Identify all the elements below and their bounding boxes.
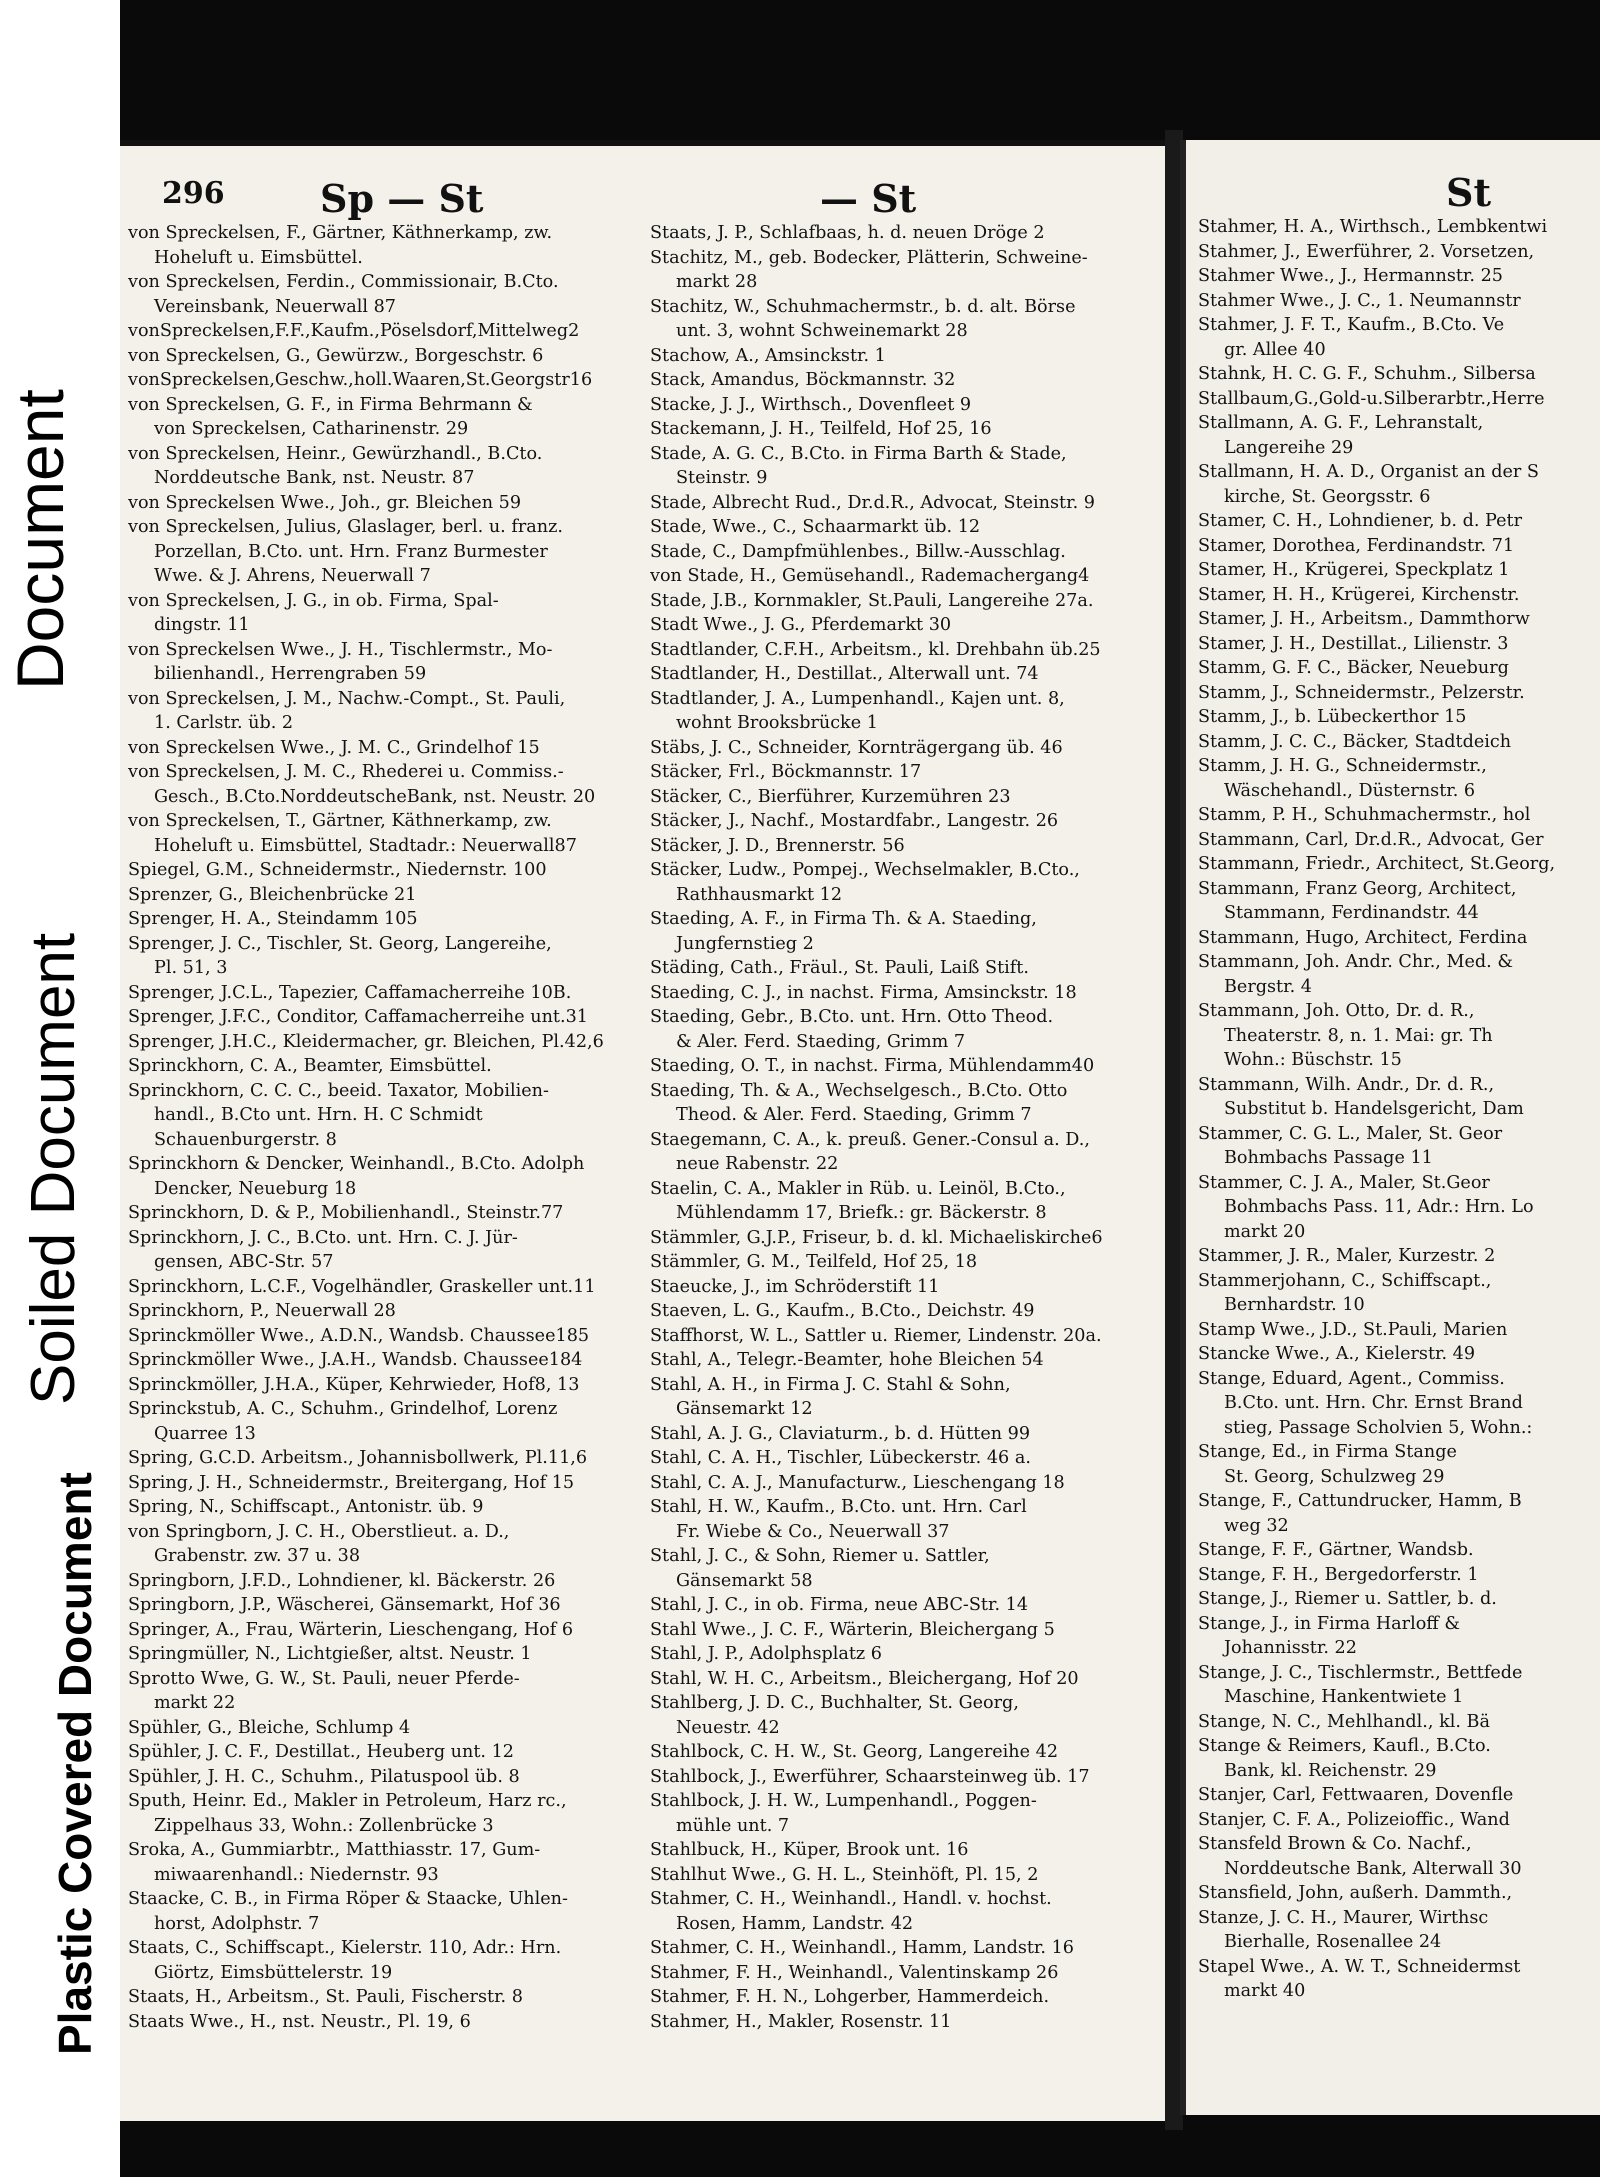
left-page bbox=[120, 140, 1175, 2121]
directory-entry-line: & Aler. Ferd. Staeding, Grimm 7 bbox=[676, 1031, 966, 1052]
directory-entry-line: Spring, N., Schiffscapt., Antonistr. üb. 9 bbox=[128, 1497, 484, 1517]
directory-entry-line: Stange, Eduard, Agent., Commiss. bbox=[1198, 1368, 1505, 1389]
directory-entry-line: Stahl, C. A. J., Manufacturw., Lieschengang 18 bbox=[650, 1472, 1065, 1493]
side-label-strip bbox=[0, 0, 120, 2177]
directory-entry-line: von Spreckelsen, Julius, Glaslager, berl. u. franz. bbox=[128, 517, 563, 537]
directory-entry-line: Staeding, C. J., in nachst. Firma, Amsinckstr. 18 bbox=[650, 982, 1077, 1003]
directory-entry-line: markt 28 bbox=[676, 272, 758, 292]
directory-entry-line: Stahl, A., Telegr.-Beamter, hohe Bleichen 54 bbox=[650, 1350, 1044, 1370]
directory-entry-line: Sprotto Wwe, G. W., St. Pauli, neuer Pferde- bbox=[128, 1668, 520, 1689]
right-column bbox=[1198, 215, 1600, 2004]
directory-entry-line: Springmüller, N., Lichtgießer, altst. Neustr. 1 bbox=[128, 1644, 532, 1664]
directory-entry-line: Bohmbachs Passage 11 bbox=[1224, 1148, 1433, 1168]
directory-entry-line: Staeding, O. T., in nachst. Firma, Mühlendamm40 bbox=[650, 1056, 1095, 1076]
directory-entry-line: Grabenstr. zw. 37 u. 38 bbox=[154, 1546, 361, 1566]
middle-column bbox=[650, 221, 1170, 2034]
directory-entry-line: Springborn, J.P., Wäscherei, Gänsemarkt, Hof 36 bbox=[128, 1595, 561, 1615]
directory-entry-line: Stade, A. G. C., B.Cto. in Firma Barth & Stade, bbox=[650, 443, 1067, 464]
directory-entry-line: Stammann, Franz Georg, Architect, bbox=[1198, 878, 1517, 899]
directory-entry-line: Stahlberg, J. D. C., Buchhalter, St. Georg, bbox=[650, 1693, 1019, 1713]
directory-entry-line: von Spreckelsen, Heinr., Gewürzhandl., B.Cto. bbox=[128, 443, 543, 464]
directory-entry-line: Stadtlander, C.F.H., Arbeitsm., kl. Drehbahn üb.25 bbox=[650, 639, 1101, 660]
directory-entry-line: Stammann, Joh. Otto, Dr. d. R., bbox=[1198, 1001, 1475, 1021]
directory-entry-line: Jungfernstieg 2 bbox=[676, 933, 814, 954]
directory-entry-line: Giörtz, Eimsbüttelerstr. 19 bbox=[154, 1962, 393, 1983]
directory-entry-line: Stamer, C. H., Lohndiener, b. d. Petr bbox=[1198, 511, 1522, 531]
directory-entry-line: Gänsemarkt 12 bbox=[676, 1399, 813, 1419]
directory-entry-line: Sprinckstub, A. C., Schuhm., Grindelhof, Lorenz bbox=[128, 1399, 558, 1419]
directory-entry-line: von Spreckelsen, J. M., Nachw.-Compt., St. Pauli, bbox=[128, 688, 566, 709]
directory-entry-line: von Spreckelsen, T., Gärtner, Käthnerkamp, zw. bbox=[128, 811, 552, 831]
directory-entry-line: von Spreckelsen, G., Gewürzw., Borgesch​str. 6 bbox=[128, 345, 544, 366]
directory-entry-line: Stäbs, J. C., Schneider, Kornträgergang üb. 46 bbox=[650, 737, 1063, 758]
directory-entry-line: Stahlbock, C. H. W., St. Georg, Langereihe 42 bbox=[650, 1742, 1059, 1762]
directory-entry-line: Bohmbachs Pass. 11, Adr.: Hrn. Lo bbox=[1224, 1197, 1534, 1217]
directory-entry-line: Stamer, Dorothea, Ferdinandstr. 71 bbox=[1198, 535, 1515, 556]
directory-entry-line: miwaarenhandl.: Niedernstr. 93 bbox=[154, 1864, 439, 1885]
directory-entry-line: von Spreckelsen, J. M. C., Rhederei u. Commiss.- bbox=[128, 762, 564, 782]
directory-entry-line: Stange, J., Riemer u. Sattler, b. d. bbox=[1198, 1589, 1497, 1609]
directory-entry-line: Springborn, J.F.D., Lohndiener, kl. Bäckerstr. 26 bbox=[128, 1570, 556, 1591]
directory-entry-line: Stange, J., in Firma Harloff & bbox=[1198, 1613, 1461, 1634]
running-head-right: — St bbox=[820, 176, 917, 221]
directory-entry-line: Stahmer, F. H. N., Lohgerber, Hammerdeich. bbox=[650, 1987, 1050, 2007]
directory-entry-line: Sprinckhorn, D. & P., Mobilienhandl., Steinstr.77 bbox=[128, 1203, 564, 1223]
directory-entry-line: Stange, F. F., Gärtner, Wandsb. bbox=[1198, 1540, 1474, 1560]
directory-entry-line: Stammann, Wilh. Andr., Dr. d. R., bbox=[1198, 1074, 1495, 1095]
directory-entry-line: Sprenger, J.F.C., Conditor, Caffamacherreihe unt.31 bbox=[128, 1007, 588, 1027]
directory-entry-line: Stahmer, C. H., Weinhandl., Handl. v. hochst. bbox=[650, 1889, 1052, 1909]
directory-entry-line: Sprinckmöller, J.H.A., Küper, Kehrwieder, Hof8, 13 bbox=[128, 1374, 580, 1395]
directory-entry-line: Stamer, H. H., Krügerei, Kirchenstr. bbox=[1198, 584, 1520, 605]
directory-entry-line: Schauenburgerstr. 8 bbox=[154, 1129, 337, 1150]
directory-entry-line: Stahmer, C. H., Weinhandl., Hamm, Landstr. 16 bbox=[650, 1938, 1074, 1958]
directory-entry-line: Gänsemarkt 58 bbox=[676, 1570, 813, 1591]
directory-entry-line: von Spreckelsen Wwe., Joh., gr. Bleichen 59 bbox=[128, 492, 522, 513]
directory-entry-line: Spühler, J. C. F., Destillat., Heuberg unt. 12 bbox=[128, 1742, 514, 1762]
directory-entry-line: Stäcker, J., Nachf., Mostardfabr., Langestr. 26 bbox=[650, 811, 1059, 831]
directory-entry-line: Stahmer Wwe., J., Hermannstr. 25 bbox=[1198, 266, 1503, 286]
directory-entry-line: St. Georg, Schulzweg 29 bbox=[1224, 1466, 1445, 1487]
directory-entry-line: Stachitz, W., Schuhmachermstr., b. d. alt. Börse bbox=[650, 296, 1076, 317]
directory-entry-line: Stamm, P. H., Schuhmachermstr., hol bbox=[1198, 805, 1531, 825]
directory-entry-line: Stallmann, H. A. D., Organist an der S bbox=[1198, 462, 1539, 482]
directory-entry-line: markt 20 bbox=[1224, 1221, 1306, 1242]
directory-entry-line: gensen, ABC-Str. 57 bbox=[154, 1252, 334, 1272]
directory-entry-line: Wohn.: Büschstr. 15 bbox=[1224, 1050, 1402, 1070]
directory-entry-line: von Spreckelsen, Catharinenstr. 29 bbox=[154, 419, 469, 439]
directory-entry-line: unt. 3, wohnt Schweinemarkt 28 bbox=[676, 321, 968, 341]
directory-entry-line: Stapel Wwe., A. W. T., Schneidermst bbox=[1198, 1956, 1521, 1977]
running-head-left: Sp — St bbox=[320, 176, 484, 221]
directory-entry-line: bilienhandl., Herrengraben 59 bbox=[154, 664, 427, 684]
left-column bbox=[128, 221, 638, 2034]
label-document: Document bbox=[3, 389, 77, 690]
directory-entry-line: Stahmer, H. A., Wirthsch., Lembkentwi bbox=[1198, 217, 1548, 237]
directory-entry-line: Stahmer Wwe., J. C., 1. Neumannstr bbox=[1198, 290, 1521, 311]
directory-entry-line: Stahl, A. H., in Firma J. C. Stahl & Sohn, bbox=[650, 1374, 1011, 1395]
directory-entry-line: Staeding, A. F., in Firma Th. & A. Staeding, bbox=[650, 909, 1037, 929]
directory-entry-line: Stahl, W. H. C., Arbeitsm., Bleichergang, Hof 20 bbox=[650, 1668, 1079, 1689]
directory-entry-line: Neuestr. 42 bbox=[676, 1717, 780, 1738]
directory-entry-line: dingstr. 11 bbox=[154, 615, 250, 635]
directory-entry-line: weg 32 bbox=[1224, 1515, 1289, 1536]
directory-entry-line: Staffhorst, W. L., Sattler u. Riemer, Lindenstr. 20a. bbox=[650, 1325, 1102, 1346]
directory-entry-line: neue Rabenstr. 22 bbox=[676, 1154, 839, 1174]
directory-entry-line: Stanze, J. C. H., Maurer, Wirthsc bbox=[1198, 1907, 1489, 1928]
directory-entry-line: von Spreckelsen, G. F., in Firma Behrmann & bbox=[128, 394, 533, 415]
directory-entry-line: Stahl, J. C., in ob. Firma, neue ABC-Str. 14 bbox=[650, 1595, 1029, 1615]
directory-entry-line: Stange, J. C., Tischlermstr., Bettfede bbox=[1198, 1662, 1523, 1683]
directory-entry-line: Wäschehandl., Düsternstr. 6 bbox=[1224, 780, 1476, 801]
directory-entry-line: Sprinckhorn, P., Neuerwall 28 bbox=[128, 1301, 396, 1321]
directory-entry-line: Gesch., B.Cto.NorddeutscheBank, nst. Neustr. 20 bbox=[154, 786, 596, 807]
directory-entry-line: Theod. & Aler. Ferd. Staeding, Grimm 7 bbox=[676, 1105, 1032, 1125]
directory-entry-line: Sprinckmöller Wwe., J.A.H., Wandsb. Chaussee184 bbox=[128, 1350, 583, 1370]
directory-entry-line: Spring, J. H., Schneidermstr., Breitergang, Hof 15 bbox=[128, 1472, 575, 1493]
directory-entry-line: Stäcker, J. D., Brennerstr. 56 bbox=[650, 835, 905, 856]
directory-entry-line: Bank, kl. Reichenstr. 29 bbox=[1224, 1760, 1437, 1781]
directory-entry-line: Stack, Amandus, Böckmannstr. 32 bbox=[650, 370, 956, 390]
directory-entry-line: Stamm, J. C. C., Bäcker, Stadtdeich bbox=[1198, 731, 1512, 752]
directory-entry-line: Stansfeld Brown & Co. Nachf., bbox=[1198, 1834, 1472, 1854]
directory-entry-line: Stamp Wwe., J.D., St.Pauli, Marien bbox=[1198, 1319, 1508, 1340]
directory-entry-line: Sroka, A., Gummiarbtr., Matthiasstr. 17, Gum- bbox=[128, 1840, 541, 1860]
directory-entry-line: Steinstr. 9 bbox=[676, 468, 768, 488]
directory-entry-line: Sprenzer, G., Bleichenbrücke 21 bbox=[128, 884, 417, 905]
directory-entry-line: B.Cto. unt. Hrn. Chr. Ernst Brand bbox=[1224, 1393, 1523, 1413]
directory-entry-line: Stancke Wwe., A., Kielerstr. 49 bbox=[1198, 1344, 1476, 1364]
directory-entry-line: markt 40 bbox=[1224, 1981, 1306, 2001]
directory-entry-line: Staeucke, J., im Schröderstift 11 bbox=[650, 1276, 940, 1297]
directory-entry-line: Stacke, J. J., Wirthsch., Dovenfleet 9 bbox=[650, 394, 972, 415]
directory-entry-line: Rathhausmarkt 12 bbox=[676, 884, 843, 905]
directory-entry-line: Stade, J.B., Kornmakler, St.Pauli, Langereihe 27a. bbox=[650, 590, 1094, 611]
directory-entry-line: Sprenger, H. A., Steindamm 105 bbox=[128, 909, 418, 929]
directory-entry-line: Stahl, J. C., & Sohn, Riemer u. Sattler, bbox=[650, 1546, 990, 1566]
directory-entry-line: Sprinckhorn, L.C.F., Vogelhändler, Graskeller unt.11 bbox=[128, 1276, 596, 1297]
directory-entry-line: Stämmler, G.J.P., Friseur, b. d. kl. Michaeliskirche6 bbox=[650, 1227, 1103, 1248]
directory-entry-line: Spühler, G., Bleiche, Schlump 4 bbox=[128, 1717, 411, 1738]
page-number: 296 bbox=[162, 176, 225, 211]
directory-entry-line: Fr. Wiebe & Co., Neuerwall 37 bbox=[676, 1521, 950, 1542]
directory-entry-line: Sprinckhorn, J. C., B.Cto. unt. Hrn. C. J. Jür- bbox=[128, 1227, 518, 1248]
directory-entry-line: Dencker, Neueburg 18 bbox=[154, 1178, 357, 1199]
directory-entry-line: von Spreckelsen Wwe., J. M. C., Grindelhof 15 bbox=[128, 737, 540, 758]
directory-entry-line: stieg, Passage Scholvien 5, Wohn.: bbox=[1224, 1417, 1533, 1438]
directory-entry-line: Spring, G.C.D. Arbeitsm., Johannisbollwerk, Pl.11,6 bbox=[128, 1448, 588, 1468]
directory-entry-line: Stäcker, C., Bierführer, Kurzemühren 23 bbox=[650, 786, 1011, 807]
directory-entry-line: Staeding, Gebr., B.Cto. unt. Hrn. Otto Theod. bbox=[650, 1007, 1054, 1027]
directory-entry-line: Mühlendamm 17, Briefk.: gr. Bäckerstr. 8 bbox=[676, 1203, 1047, 1223]
directory-entry-line: Stammann, Ferdinandstr. 44 bbox=[1224, 903, 1479, 923]
directory-entry-line: Staats, C., Schiffscapt., Kielerstr. 110, Adr.: Hrn. bbox=[128, 1938, 562, 1958]
directory-entry-line: Rosen, Hamm, Landstr. 42 bbox=[676, 1913, 914, 1934]
directory-entry-line: Stahmer, J., Ewerführer, 2. Vorsetzen, bbox=[1198, 241, 1535, 262]
directory-entry-line: Stäcker, Ludw., Pompej., Wechselmakler, B.Cto., bbox=[650, 860, 1080, 880]
directory-entry-line: Stammerjohann, C., Schiffscapt., bbox=[1198, 1270, 1492, 1291]
directory-entry-line: Stammann, Hugo, Architect, Ferdina bbox=[1198, 927, 1528, 948]
directory-entry-line: Stange, F., Cattundrucker, Hamm, B bbox=[1198, 1491, 1522, 1511]
directory-entry-line: Stahlbock, J., Ewerführer, Schaarsteinweg üb. 17 bbox=[650, 1766, 1090, 1787]
directory-entry-line: Stahmer, H., Makler, Rosenstr. 11 bbox=[650, 2011, 952, 2032]
directory-entry-line: Stanjer, C. F. A., Polizeioffic., Wand bbox=[1198, 1809, 1510, 1830]
directory-entry-line: Maschine, Hankentwiete 1 bbox=[1224, 1687, 1464, 1707]
directory-entry-line: Stade, C., Dampfmühlenbes., Billw.-Ausschlag. bbox=[650, 541, 1066, 562]
directory-entry-line: Stadtlander, J. A., Lumpenhandl., Kajen unt. 8, bbox=[650, 688, 1065, 709]
directory-entry-line: Stamer, H., Krügerei, Speckplatz 1 bbox=[1198, 560, 1510, 580]
directory-entry-line: Stade, Wwe., C., Schaarmarkt üb. 12 bbox=[650, 517, 981, 537]
directory-entry-line: Stahmer, J. F. T., Kaufm., B.Cto. Ve bbox=[1198, 315, 1505, 335]
directory-entry-line: Porzellan, B.Cto. unt. Hrn. Franz Burmester bbox=[154, 541, 548, 562]
directory-entry-line: Stämmler, G. M., Teilfeld, Hof 25, 18 bbox=[650, 1252, 978, 1272]
directory-entry-line: Hoheluft u. Eimsbüttel, Stadtadr.: Neuerwall87 bbox=[154, 835, 577, 856]
directory-entry-line: Sprenger, J.H.C., Kleidermacher, gr. Bleichen, Pl.42,6 bbox=[128, 1031, 604, 1052]
directory-entry-line: Staegemann, C. A., k. preuß. Gener.-Consul a. D., bbox=[650, 1129, 1090, 1150]
directory-entry-line: von Spreckelsen Wwe., J. H., Tischlermstr., Mo- bbox=[128, 639, 553, 660]
directory-entry-line: kirche, St. Georgsstr. 6 bbox=[1224, 486, 1431, 507]
running-head-right-page: St bbox=[1446, 170, 1491, 215]
directory-entry-line: Norddeutsche Bank, nst. Neustr. 87 bbox=[154, 468, 475, 488]
directory-entry-line: Stade, Albrecht Rud., Dr.d.R., Advocat, Steinstr. 9 bbox=[650, 492, 1095, 513]
directory-entry-line: Stahl, H. W., Kaufm., B.Cto. unt. Hrn. Carl bbox=[650, 1497, 1027, 1517]
directory-entry-line: Stahmer, F. H., Weinhandl., Valentinskamp 26 bbox=[650, 1962, 1059, 1983]
directory-entry-line: Städing, Cath., Fräul., St. Pauli, Laiß Stift. bbox=[650, 958, 1029, 978]
directory-entry-line: Sputh, Heinr. Ed., Makler in Petroleum, Harz rc., bbox=[128, 1791, 567, 1811]
directory-entry-line: Stäcker, Frl., Böckmannstr. 17 bbox=[650, 762, 922, 782]
directory-entry-line: von Springborn, J. C. H., Oberstlieut. a. D., bbox=[128, 1521, 510, 1542]
directory-entry-line: mühle unt. 7 bbox=[676, 1815, 790, 1836]
directory-entry-line: Stahl, A. J. G., Claviaturm., b. d. Hütten 99 bbox=[650, 1423, 1031, 1444]
directory-entry-line: Stahl Wwe., J. C. F., Wärterin, Bleichergang 5 bbox=[650, 1619, 1055, 1640]
directory-entry-line: Staats, H., Arbeitsm., St. Pauli, Fischerstr. 8 bbox=[128, 1987, 523, 2007]
directory-entry-line: gr. Allee 40 bbox=[1224, 339, 1326, 360]
directory-entry-line: Stange, F. H., Bergedorferstr. 1 bbox=[1198, 1564, 1479, 1585]
directory-entry-line: Stackemann, J. H., Teilfeld, Hof 25, 16 bbox=[650, 419, 992, 439]
directory-entry-line: Staeven, L. G., Kaufm., B.Cto., Deichstr. 49 bbox=[650, 1301, 1035, 1321]
directory-entry-line: Langereihe 29 bbox=[1224, 437, 1354, 458]
directory-entry-line: Stahlbuck, H., Küper, Brook unt. 16 bbox=[650, 1840, 969, 1860]
directory-entry-line: handl., B.Cto unt. Hrn. H. C Schmidt bbox=[154, 1105, 483, 1125]
directory-entry-line: Stadt Wwe., J. G., Pferdemarkt 30 bbox=[650, 615, 952, 635]
directory-entry-line: von Spreckelsen, J. G., in ob. Firma, Spal- bbox=[128, 590, 499, 611]
directory-entry-line: Stamm, G. F. C., Bäcker, Neueburg bbox=[1198, 658, 1509, 678]
directory-entry-line: Stallbaum,G.,Gold-u.Silberarbtr.,Herre bbox=[1198, 388, 1545, 409]
directory-entry-line: Stanjer, Carl, Fettwaaren, Dovenfle bbox=[1198, 1785, 1514, 1805]
directory-entry-line: Hoheluft u. Eimsbüttel. bbox=[154, 247, 363, 268]
directory-entry-line: Theaterstr. 8, n. 1. Mai: gr. Th bbox=[1224, 1025, 1493, 1046]
directory-entry-line: Stammann, Joh. Andr. Chr., Med. & bbox=[1198, 952, 1514, 972]
directory-entry-line: Staacke, C. B., in Firma Röper & Staacke, Uhlen- bbox=[128, 1889, 568, 1909]
label-soiled-document: Soiled Document bbox=[19, 932, 88, 1405]
directory-entry-line: 1. Carlstr. üb. 2 bbox=[154, 713, 294, 733]
directory-entry-line: Stammer, C. J. A., Maler, St.Geor bbox=[1198, 1172, 1490, 1193]
directory-entry-line: Stahl, C. A. H., Tischler, Lübeckerstr. 46 a. bbox=[650, 1448, 1031, 1468]
directory-entry-line: Spühler, J. H. C., Schuhm., Pilatuspool üb. 8 bbox=[128, 1766, 520, 1787]
directory-entry-line: Sprenger, J.C.L., Tapezier, Caffamacherreihe 10B. bbox=[128, 982, 572, 1003]
directory-entry-line: Substitut b. Handelsgericht, Dam bbox=[1224, 1099, 1524, 1119]
directory-entry-line: Norddeutsche Bank, Alterwall 30 bbox=[1224, 1858, 1522, 1879]
directory-entry-line: Stammann, Carl, Dr.d.R., Advocat, Ger bbox=[1198, 829, 1544, 850]
directory-entry-line: Stadtlander, H., Destillat., Alterwall unt. 74 bbox=[650, 664, 1039, 684]
directory-entry-line: Stange, N. C., Mehlhandl., kl. Bä bbox=[1198, 1711, 1490, 1732]
directory-entry-line: Sprinckmöller Wwe., A.D.N., Wandsb. Chaussee185 bbox=[128, 1325, 590, 1346]
directory-entry-line: Staeding, Th. & A., Wechselgesch., B.Cto. Otto bbox=[650, 1080, 1068, 1101]
directory-entry-line: Stachitz, M., geb. Bodecker, Plätterin, Schweine- bbox=[650, 247, 1088, 268]
right-page bbox=[1180, 140, 1600, 2115]
directory-entry-line: Stamm, J., b. Lübeckerthor 15 bbox=[1198, 707, 1467, 727]
directory-entry-line: Stallmann, A. G. F., Lehranstalt, bbox=[1198, 413, 1484, 433]
directory-entry-line: Stahlbock, J. H. W., Lumpenhandl., Poggen- bbox=[650, 1791, 1037, 1811]
directory-entry-line: Stahnk, H. C. G. F., Schuhm., Silbersa bbox=[1198, 364, 1536, 384]
directory-entry-line: Stansfield, John, außerh. Dammth., bbox=[1198, 1883, 1513, 1903]
directory-entry-line: Sprinckhorn, C. A., Beamter, Eimsbüttel. bbox=[128, 1056, 492, 1076]
directory-entry-line: Stamm, J., Schneidermstr., Pelzerstr. bbox=[1198, 682, 1525, 703]
directory-entry-line: Wwe. & J. Ahrens, Neuerwall 7 bbox=[154, 566, 431, 586]
directory-entry-line: von Stade, H., Gemüsehandl., Rademachergang4 bbox=[650, 566, 1090, 586]
directory-entry-line: Stange & Reimers, Kaufl., B.Cto. bbox=[1198, 1736, 1491, 1756]
directory-entry-line: vonSpreckelsen,F.F.,Kaufm.,Pöselsdorf,Mittelweg2 bbox=[128, 321, 580, 341]
directory-entry-line: Stachow, A., Amsinckstr. 1 bbox=[650, 345, 886, 366]
directory-entry-line: vonSpreckelsen,Geschw.,holl.Waaren,St.Georgstr16 bbox=[128, 370, 593, 390]
directory-entry-line: Staelin, C. A., Makler in Rüb. u. Leinöl, B.Cto., bbox=[650, 1178, 1066, 1199]
directory-entry-line: Pl. 51, 3 bbox=[154, 958, 228, 978]
directory-entry-line: Springer, A., Frau, Wärterin, Lieschengang, Hof 6 bbox=[128, 1619, 574, 1640]
directory-entry-line: Stammer, C. G. L., Maler, St. Geor bbox=[1198, 1123, 1503, 1144]
directory-entry-line: Bierhalle, Rosenallee 24 bbox=[1224, 1932, 1442, 1952]
directory-entry-line: Sprenger, J. C., Tischler, St. Georg, Langereihe, bbox=[128, 933, 552, 954]
directory-entry-line: wohnt Brooksbrücke 1 bbox=[676, 713, 878, 733]
directory-entry-line: Spiegel, G.M., Schneidermstr., Niedernstr. 100 bbox=[128, 860, 547, 880]
directory-entry-line: Zippelhaus 33, Wohn.: Zollenbrücke 3 bbox=[154, 1815, 494, 1836]
directory-entry-line: Vereinsbank, Neuerwall 87 bbox=[154, 296, 396, 317]
directory-entry-line: Stahlhut Wwe., G. H. L., Steinhöft, Pl. 15, 2 bbox=[650, 1864, 1039, 1885]
directory-entry-line: Staats Wwe., H., nst. Neustr., Pl. 19, 6 bbox=[128, 2011, 471, 2032]
directory-entry-line: Stammer, J. R., Maler, Kurzestr. 2 bbox=[1198, 1246, 1496, 1266]
directory-entry-line: Stamer, J. H., Destillat., Lilienstr. 3 bbox=[1198, 633, 1509, 654]
directory-entry-line: Staats, J. P., Schlafbaas, h. d. neuen Dröge 2 bbox=[650, 223, 1045, 243]
directory-entry-line: Quarree 13 bbox=[154, 1423, 256, 1444]
directory-entry-line: Johannisstr. 22 bbox=[1224, 1638, 1357, 1658]
directory-entry-line: Sprinckhorn, C. C. C., beeid. Taxator, Mobilien- bbox=[128, 1080, 549, 1101]
label-plastic-covered-document: Plastic Covered Document bbox=[49, 1472, 101, 2055]
directory-entry-line: Stamer, J. H., Arbeitsm., Dammthorw bbox=[1198, 609, 1530, 629]
directory-entry-line: Stamm, J. H. G., Schneidermstr., bbox=[1198, 756, 1487, 776]
directory-entry-line: Bergstr. 4 bbox=[1224, 976, 1312, 997]
directory-entry-line: markt 22 bbox=[154, 1693, 236, 1713]
directory-entry-line: von Spreckelsen, F., Gärtner, Käthnerkamp, zw. bbox=[128, 223, 553, 243]
directory-entry-line: Bernhardstr. 10 bbox=[1224, 1295, 1365, 1315]
directory-entry-line: horst, Adolphstr. 7 bbox=[154, 1913, 320, 1934]
directory-entry-line: Stahl, J. P., Adolphsplatz 6 bbox=[650, 1644, 882, 1664]
directory-entry-line: von Spreckelsen, Ferdin., Commissionair, B.Cto. bbox=[128, 272, 559, 292]
directory-entry-line: Stange, Ed., in Firma Stange bbox=[1198, 1442, 1457, 1462]
directory-entry-line: Sprinckhorn & Dencker, Weinhandl., B.Cto. Adolph bbox=[128, 1154, 585, 1174]
directory-entry-line: Stammann, Friedr., Architect, St.Georg, bbox=[1198, 854, 1556, 874]
